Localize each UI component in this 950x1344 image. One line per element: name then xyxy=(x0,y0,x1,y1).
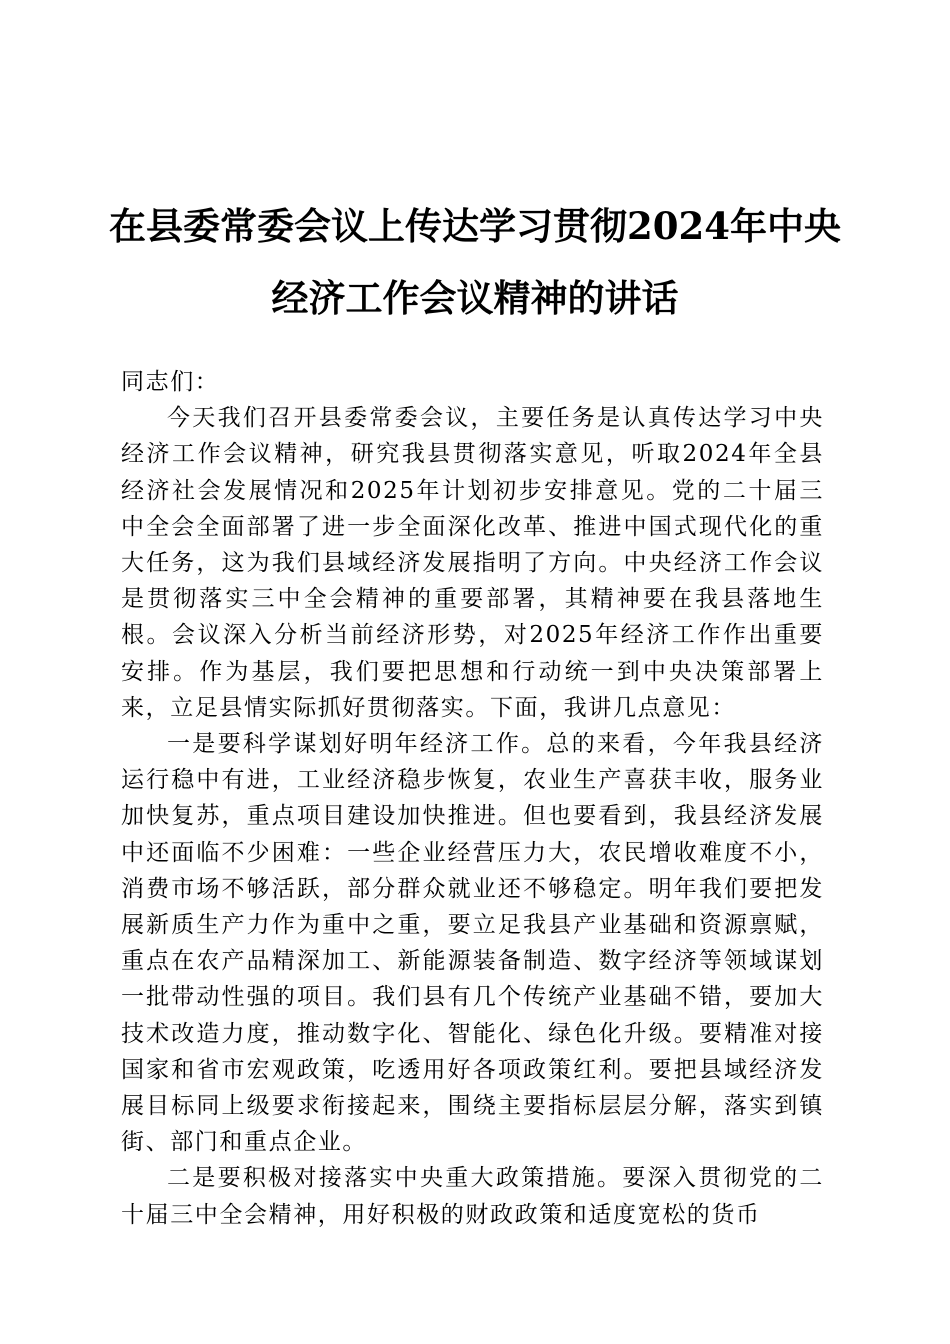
salutation: 同志们： xyxy=(121,369,220,395)
document-body xyxy=(121,364,824,1233)
title-line-1: 在县委常委会议上传达学习贯彻2024年中央 xyxy=(109,204,841,248)
document-title xyxy=(100,190,850,334)
title-line-2: 经济工作会议精神的讲话 xyxy=(271,276,679,320)
paragraph-point-one: 一是要科学谋划好明年经济工作。总的来看，今年我县经济运行稳中有进，工业经济稳步恢复，农业生产喜获丰收，服务业加快复苏，重点项目建设加快推进。但也要看到，我县经济发展中还面临不少困难：一些企业经营压力大，农民增收难度不小，消费市场不够活跃，部分群众就业还不够稳定。明年我们要把发展新质生产力作为重中之重，要立足我县产业基础和资源禀赋，重点在农产品精深加工、新能源装备制造、数字经济等领域谋划一批带动性强的项目。我们县有几个传统产业基础不错，要加大技术改造力度，推动数字化、智能化、绿色化升级。要精准对接国家和省市宏观政策，吃透用好各项政策红利。要把县域经济发展目标同上级要求衔接起来，围绕主要指标层层分解，落实到镇街、部门和重点企业。 xyxy=(121,731,824,1156)
paragraph-intro: 今天我们召开县委常委会议，主要任务是认真传达学习中央经济工作会议精神，研究我县贯彻落实意见，听取2024年全县经济社会发展情况和2025年计划初步安排意见。党的二十届三中全会全面部署了进一步全面深化改革、推进中国式现代化的重大任务，这为我们县域经济发展指明了方向。中央经济工作会议是贯彻落实三中全会精神的重要部署，其精神要在我县落地生根。会议深入分析当前经济形势，对2025年经济工作作出重要安排。作为基层，我们要把思想和行动统一到中央决策部署上来，立足县情实际抓好贯彻落实。下面，我讲几点意见： xyxy=(121,405,824,721)
paragraph-point-two: 二是要积极对接落实中央重大政策措施。要深入贯彻党的二十届三中全会精神，用好积极的财政政策和适度宽松的货币 xyxy=(121,1165,824,1228)
